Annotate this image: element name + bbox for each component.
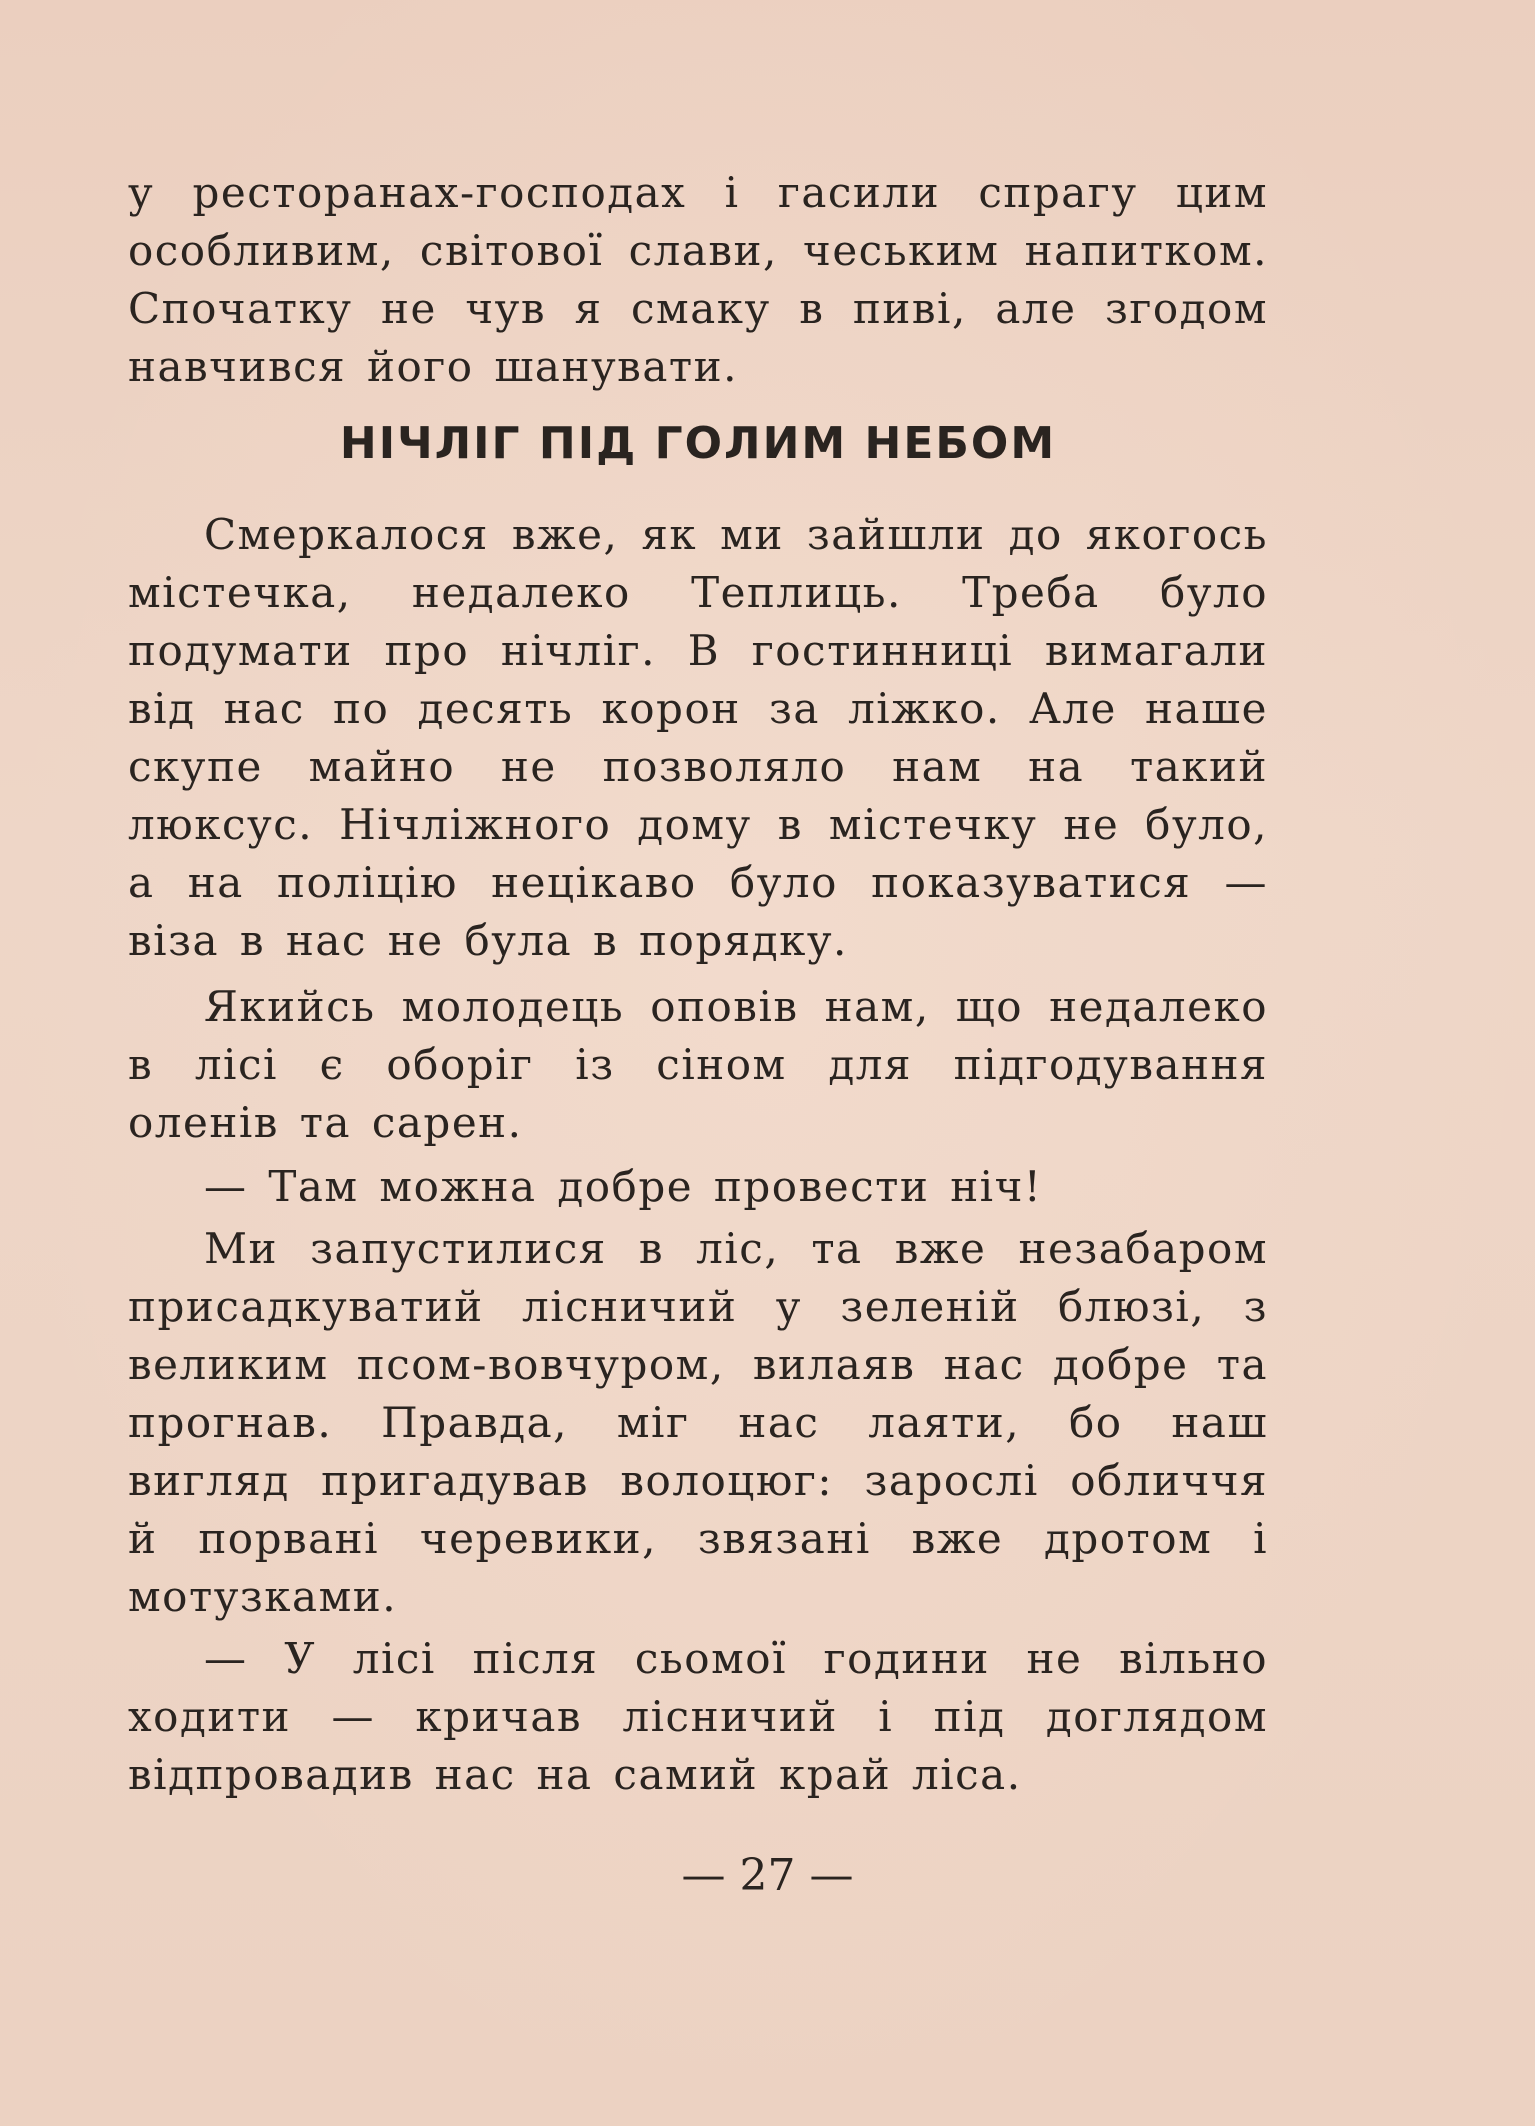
section-heading: НІЧЛІГ ПІД ГОЛИМ НЕБОМ (339, 418, 1057, 469)
paragraph-dialogue-night: — Там можна добре провести ніч! (204, 1162, 1043, 1211)
body-block-2 (128, 978, 1268, 1804)
page-number: — 27 — (681, 1850, 854, 1901)
continuation-block (128, 164, 1268, 396)
paragraph-dialogue-forester: — У лісі після сьомої години не вільно ходити — кричав лісничий і під доглядом відпровадив нас на самий край ліса. (128, 1634, 1268, 1799)
continuation-paragraph: у ресторанах-господах і гасили спрагу цим особливим, світової слави, чеським напитком. Спочатку не чув я смаку в пиві, але згодом навчився його шанувати. (128, 168, 1268, 391)
paragraph-dusk: Смеркалося вже, як ми зайшли до якогось містечка, недалеко Теплиць. Треба було подумати про нічліг. В гостинниці вимагали від нас по десять корон за ліжко. Але наше скупе майно не позволяло нам на такий люксус. Нічліжного дому в містечку не було, а на поліцію нецікаво було показуватися — віза в нас не була в порядку. (128, 510, 1268, 965)
paragraph-young-man: Якийсь молодець оповів нам, що недалеко в лісі є оборіг із сіном для підгодування оленів та сарен. (128, 982, 1268, 1147)
body-block-1 (128, 506, 1268, 970)
paragraph-forester: Ми запустилися в ліс, та вже незабаром присадкуватий лісничий у зеленій блюзі, з великим псом-вовчуром, вилаяв нас добре та прогнав. Правда, міг нас лаяти, бо наш вигляд пригадував волоцюг: зарослі обличчя й порвані черевики, звязані вже дротом і мотузками. (128, 1224, 1268, 1621)
